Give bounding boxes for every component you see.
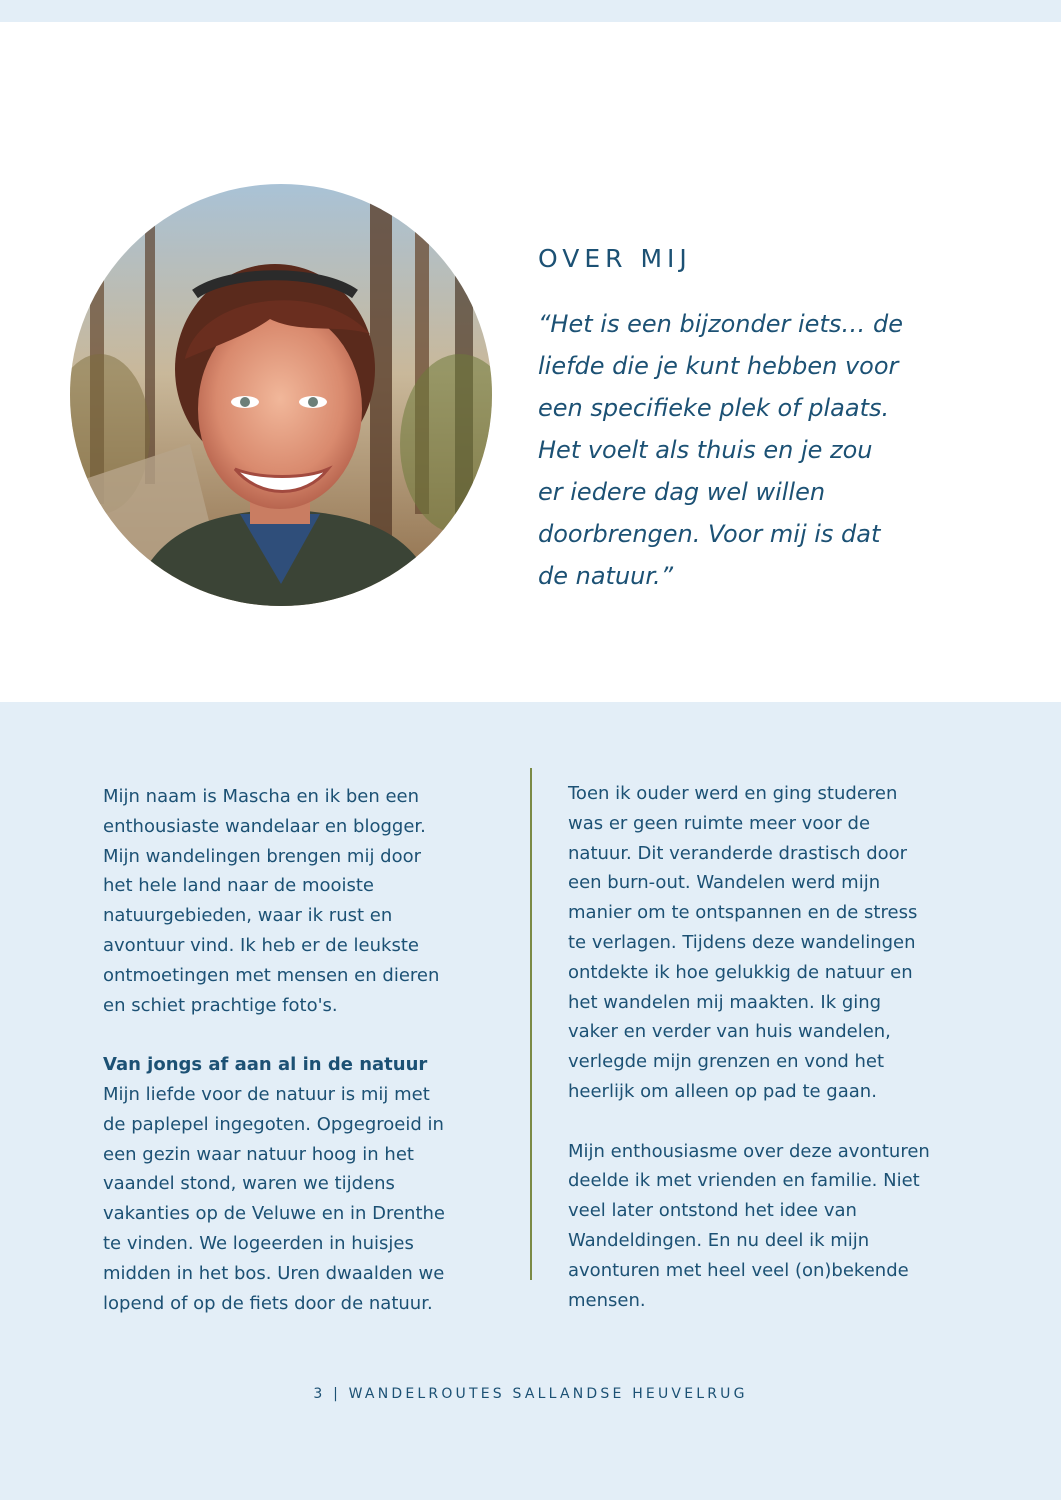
body-line: vaker en verder van huis wandelen,: [568, 1021, 891, 1043]
body-line: te verlagen. Tijdens deze wandelingen: [568, 931, 916, 953]
quote-line: doorbrengen. Voor mij is dat: [538, 520, 881, 548]
paragraph-spacer: [568, 1107, 988, 1137]
body-line: Mijn liefde voor de natuur is mij met: [103, 1083, 430, 1105]
body-line: avonturen met heel veel (on)bekende: [568, 1259, 909, 1281]
page-footer: 3 | WANDELROUTES SALLANDSE HEUVELRUG: [313, 1386, 748, 1402]
body-line: en schiet prachtige foto's.: [103, 994, 338, 1016]
body-line: Wandeldingen. En nu deel ik mijn: [568, 1229, 870, 1251]
section-heading: OVER MIJ: [538, 244, 692, 273]
body-line: verlegde mijn grenzen en vond het: [568, 1051, 885, 1073]
quote-line: een specifieke plek of plaats.: [538, 394, 890, 422]
right-column: [568, 779, 988, 1315]
quote-line: Het voelt als thuis en je zou: [538, 436, 873, 464]
intro-quote: [538, 303, 998, 597]
paragraph-spacer: [103, 1020, 503, 1050]
quote-line: er iedere dag wel willen: [538, 478, 826, 506]
quote-line: “Het is een bijzonder iets… de: [538, 310, 903, 338]
top-band: [0, 0, 1061, 22]
body-line: Mijn naam is Mascha en ik ben een: [103, 786, 420, 807]
body-line: vaandel stond, waren we tijdens: [103, 1173, 395, 1195]
body-line: natuur. Dit veranderde drastisch door: [568, 842, 908, 864]
body-line: heerlijk om alleen op pad te gaan.: [568, 1080, 877, 1102]
body-line: vakanties op de Veluwe en in Drenthe: [103, 1203, 445, 1225]
body-line: midden in het bos. Uren dwaalden we: [103, 1262, 445, 1284]
body-line: Mijn wandelingen brengen mij door: [103, 845, 422, 867]
body-line: deelde ik met vrienden en familie. Niet: [568, 1170, 920, 1192]
quote-line: de natuur.”: [538, 562, 674, 590]
body-line: het hele land naar de mooiste: [103, 875, 375, 897]
body-line: veel later ontstond het idee van: [568, 1200, 857, 1222]
body-line: te vinden. We logeerden in huisjes: [103, 1232, 414, 1254]
column-divider: [530, 768, 532, 1280]
body-line: de paplepel ingegoten. Opgegroeid in: [103, 1113, 444, 1135]
body-line: was er geen ruimte meer voor de: [568, 812, 871, 834]
body-line: een burn-out. Wandelen werd mijn: [568, 872, 881, 894]
body-line: Toen ik ouder werd en ging studeren: [568, 783, 898, 804]
body-line: een gezin waar natuur hoog in het: [103, 1143, 414, 1165]
body-line: natuurgebieden, waar ik rust en: [103, 905, 393, 927]
body-line: Mijn enthousiasme over deze avonturen: [568, 1140, 930, 1162]
body-line: ontdekte ik hoe gelukkig de natuur en: [568, 961, 913, 983]
body-line: ontmoetingen met mensen en dieren: [103, 964, 440, 986]
body-line: het wandelen mij maakten. Ik ging: [568, 991, 882, 1013]
left-column: [103, 782, 503, 1318]
author-portrait: [70, 184, 492, 606]
subheading: Van jongs af aan al in de natuur: [103, 1054, 428, 1076]
body-line: avontuur vind. Ik heb er de leukste: [103, 934, 419, 956]
body-line: mensen.: [568, 1289, 646, 1311]
body-line: manier om te ontspannen en de stress: [568, 902, 918, 924]
body-line: lopend of op de fiets door de natuur.: [103, 1292, 433, 1314]
quote-line: liefde die je kunt hebben voor: [538, 352, 899, 380]
portrait-photo-icon: [70, 184, 492, 606]
body-line: enthousiaste wandelaar en blogger.: [103, 815, 426, 837]
